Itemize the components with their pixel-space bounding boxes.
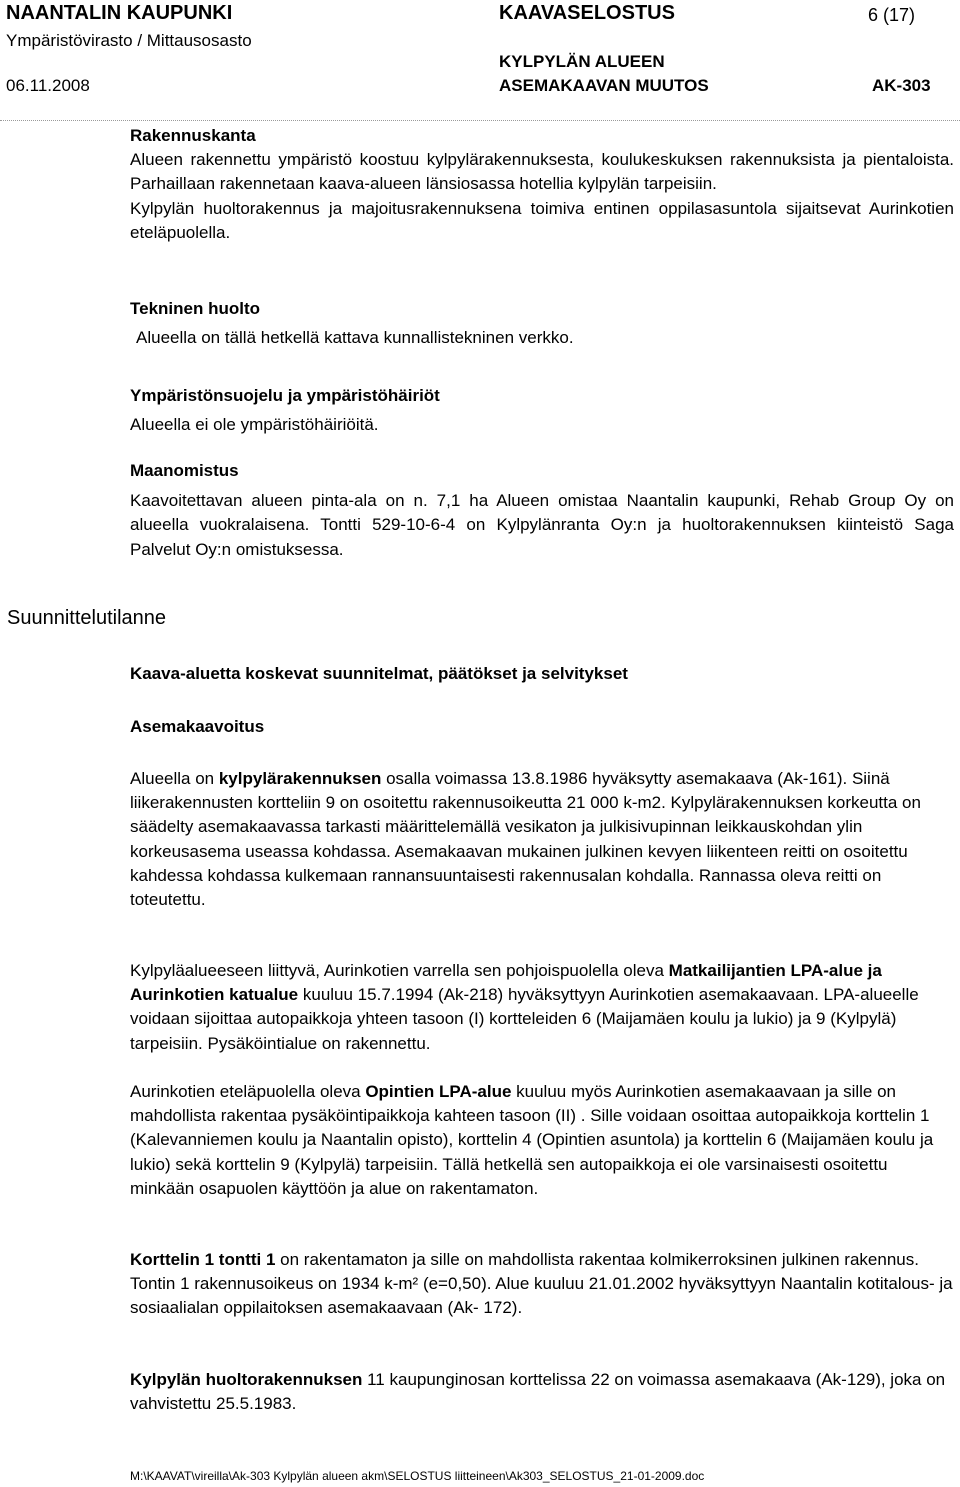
header-divider <box>0 120 960 121</box>
planning-paragraph-2: Kylpyläalueeseen liittyvä, Aurinkotien varrella sen pohjoispuolella oleva Matkailijantien LPA-alue ja Aurinkotien katualue kuuluu 15.7.1994 (Ak-218) hyväksyttyyn Aurinkotien asemakaavaan. LPA-alueelle voidaan sijoittaa autopaikkoja yhteen tasoon (I) kortteleiden 6 (Maijamäen koulu ja lukio) ja 9 (Kylpylä) tarpeisiin. Pysäköintialue on rakennettu. <box>130 961 919 1053</box>
plan-area: KYLPYLÄN ALUEEN <box>499 52 665 71</box>
planning-heading: Kaava-aluetta koskevat suunnitelmat, päätökset ja selvitykset <box>130 664 628 683</box>
paragraph: Alueella ei ole ympäristöhäiriöitä. <box>130 415 379 435</box>
department: Ympäristövirasto / Mittausosasto <box>6 31 252 50</box>
planning-paragraph-3: Aurinkotien eteläpuolella oleva Opintien LPA-alue kuuluu myös Aurinkotien asemakaavaan ja sille on mahdollista rakentaa pysäköintipaikkoja kahteen tasoon (II) . Sille voidaan osoittaa autopaikkoja korttelin 1 (Kalevanniemen koulu ja Naantalin opisto), korttelin 4 (Opintien asuntola) ja korttelin 6 (Maijamäen koulu ja lukio) sekä korttelin 9 (Kylpylä) tarpeisiin. Tällä hetkellä sen autopaikkoja ei ole varsinaisesti osoitettu minkään osapuolen käyttöön ja alue on rakentamaton. <box>130 1082 934 1198</box>
page-number: 6 (17) <box>868 5 916 25</box>
planning-paragraph-4: Korttelin 1 tontti 1 on rakentamaton ja sille on mahdollista rakentaa kolmikerroksinen julkinen rakennus. Tontin 1 rakennusoikeus on 1934 k-m² (e=0,50). Alue kuuluu 21.01.2002 hyväksyttyyn Naantalin kotitalous- ja sosiaalialan oppilaitoksen asemakaavaan (Ak- 172). <box>130 1250 953 1318</box>
paragraph: Kaavoitettavan alueen pinta-ala on n. 7,1 ha Alueen omistaa Naantalin kaupunki, Rehab Group Oy on alueella vuokralaisena. Tontti 529-10-6-4 on Kylpylänranta Oy:n ja huoltorakennuksen kiinteistö Saga Palvelut Oy:n omistuksessa. <box>130 491 954 559</box>
section-tekninen-huolto <box>130 297 954 350</box>
paragraph: Alueen rakennettu ympäristö koostuu kylpylärakennuksesta, koulukeskuksen rakennuksista ja pientaloista. Parhaillaan rakennetaan kaava-alueen länsiosassa hotellia kylpylän tarpeisiin. <box>130 150 954 194</box>
planning-paragraph-1: Alueella on kylpylärakennuksen osalla voimassa 13.8.1986 hyväksytty asemakaava (Ak-161). Siinä liikerakennusten kortteliin 9 on osoitettu rakennusoikeutta 21 000 k-m2. Kylpylärakennuksen korkeutta on säädelty asemakaavassa tarkasti määrittelemällä vesikaton ja julkisivupinnan leikkauskohdan ylin korkeusasema useassa kohdassa. Asemakaavan mukainen julkinen kevyen liikenteen reitti on osoitettu kahdessa kohdassa kulkemaan rannansuuntaisesti rakennusalan kohdalla. Rannassa oleva reitti on toteutettu. <box>130 769 921 910</box>
footer-file-path: M:\KAAVAT\vireilla\Ak-303 Kylpylän alueen akm\SELOSTUS liitteineen\Ak303_SELOSTUS_21-01-2009.doc <box>130 1469 705 1483</box>
section-heading: Maanomistus <box>130 461 239 480</box>
section-ymparistonsuojelu <box>130 384 954 437</box>
planning-subheading: Asemakaavoitus <box>130 717 265 736</box>
planning-paragraph-5: Kylpylän huoltorakennuksen 11 kaupunginosan korttelissa 22 on voimassa asemakaava (Ak-129), joka on vahvistettu 25.5.1983. <box>130 1370 946 1414</box>
side-heading: Suunnittelutilanne <box>7 607 167 629</box>
document-date: 06.11.2008 <box>6 76 90 95</box>
section-heading: Ympäristönsuojelu ja ympäristöhäiriöt <box>130 386 440 405</box>
section-rakennuskanta <box>130 124 954 245</box>
section-heading: Tekninen huolto <box>130 299 261 318</box>
section-heading: Rakennuskanta <box>130 126 256 145</box>
plan-code: AK-303 <box>872 76 931 95</box>
paragraph: Kylpylän huoltorakennus ja majoitusrakennuksena toimiva entinen oppilasasuntola sijaitsevat Aurinkotien eteläpuolella. <box>130 198 954 242</box>
plan-name: ASEMAKAAVAN MUUTOS <box>499 76 709 95</box>
paragraph: Alueella on tällä hetkellä kattava kunnallistekninen verkko. <box>136 328 574 348</box>
document-type: KAAVASELOSTUS <box>499 2 675 24</box>
org-name: NAANTALIN KAUPUNKI <box>6 2 233 24</box>
section-maanomistus <box>130 459 954 562</box>
